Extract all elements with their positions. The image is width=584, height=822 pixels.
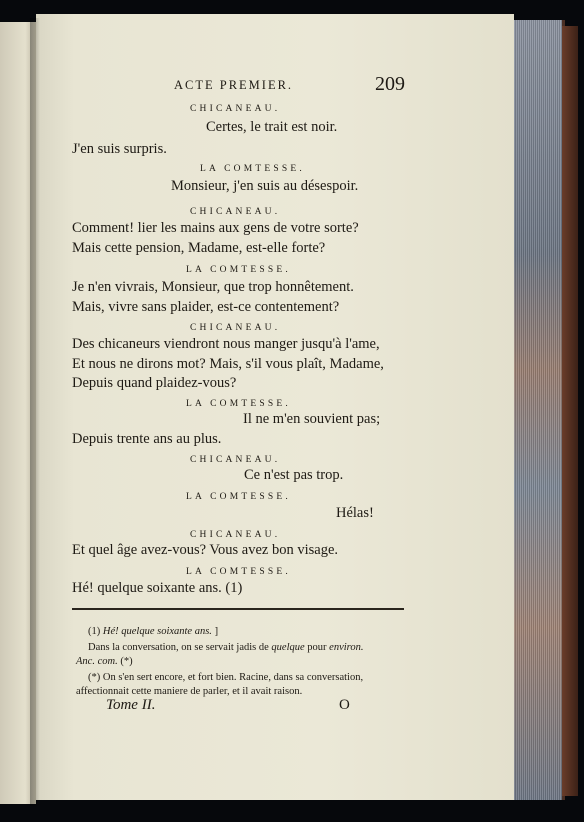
footnote-1-line [88,642,363,653]
verse-line: Hé! quelque soixante ans. (1) [72,580,243,596]
footnote-text: pour [304,642,330,653]
speaker-name: LA COMTESSE. [200,164,305,174]
speaker-name: LA COMTESSE. [186,265,291,275]
speaker-name: CHICANEAU. [190,455,281,465]
speaker-name: LA COMTESSE. [186,399,291,409]
verse-line: Monsieur, j'en suis au désespoir. [171,178,359,194]
verse-line: Ce n'est pas trop. [244,467,344,483]
footnote-2-line: affectionnait cette maniere de parler, et il avait raison. [76,686,303,697]
volume-signature: Tome II. [106,697,156,713]
gutter-shadow [30,18,40,806]
verse-line: Hélas! [336,505,374,521]
footnote-text: environ. [329,642,364,653]
speaker-name: CHICANEAU. [190,530,281,540]
footnote-rule [72,608,404,610]
signature-mark: O [339,697,350,713]
speaker-name: LA COMTESSE. [186,492,291,502]
footnote-bracket: ] [214,626,219,637]
footnote-1-head [88,626,218,637]
verse-line: Il ne m'en souvient pas; [243,411,381,427]
verse-line: Et nous ne dirons mot? Mais, s'il vous plaît, Madame, [72,356,384,372]
footnote-text: Dans la conversation, on se servait jadis de [88,642,272,653]
running-head: ACTE PREMIER. [174,78,294,92]
verse-line: Je n'en vivrais, Monsieur, que trop honnêtement. [72,279,354,295]
footnote-1-line [76,656,133,667]
footnote-quote: Hé! quelque soixante ans. [102,626,212,637]
footnote-text: quelque [271,642,305,653]
footnote-text: Anc. com. [76,656,118,667]
verse-line: Depuis quand plaidez-vous? [72,375,237,391]
verse-line: Mais, vivre sans plaider, est-ce contentement? [72,299,340,315]
verse-line: Mais cette pension, Madame, est-elle forte? [72,240,326,256]
speaker-name: CHICANEAU. [190,104,281,114]
book-cover [562,26,578,796]
speaker-name: CHICANEAU. [190,207,281,217]
verse-line: Comment! lier les mains aux gens de votre sorte? [72,220,359,236]
speaker-name: LA COMTESSE. [186,567,291,577]
verse-line: Et quel âge avez-vous? Vous avez bon visage. [72,542,339,558]
page-number: 209 [375,73,405,95]
verse-line: Certes, le trait est noir. [206,119,338,135]
footnote-text: (*) [117,656,133,667]
verse-line: Depuis trente ans au plus. [72,431,222,447]
speaker-name: CHICANEAU. [190,323,281,333]
verse-line: J'en suis surpris. [72,141,167,157]
footnote-2-line: (*) On s'en sert encore, et fort bien. Racine, dans sa conversation, [88,672,364,683]
verse-line: Des chicaneurs viendront nous manger jusqu'à l'ame, [72,336,380,352]
footnote-marker: (1) [88,626,101,637]
